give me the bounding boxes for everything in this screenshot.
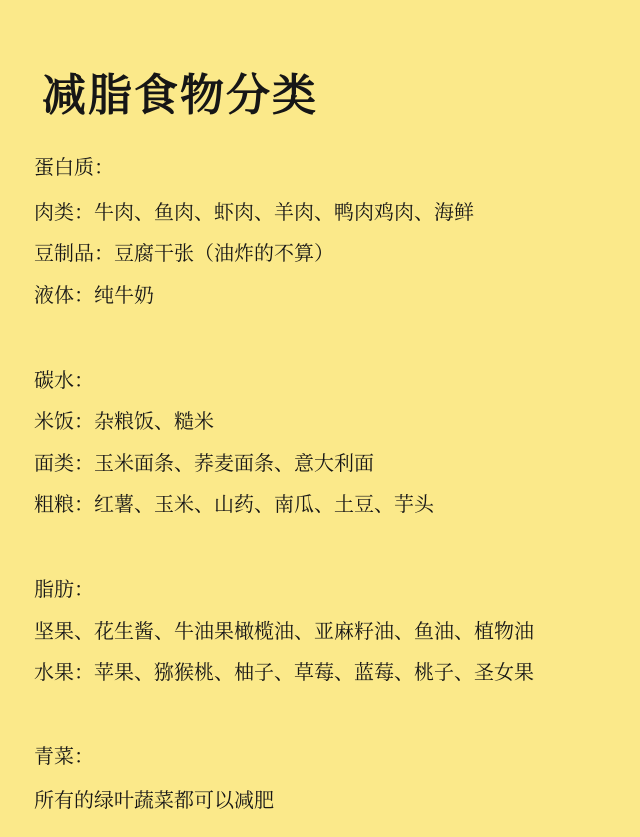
fat-heading: 脂肪： — [34, 577, 94, 601]
carbs-heading: 碳水： — [34, 368, 94, 392]
fat-nuts-line: 坚果、花生酱、牛油果橄榄油、亚麻籽油、鱼油、植物油 — [34, 619, 534, 643]
protein-meat-line: 肉类：牛肉、鱼肉、虾肉、羊肉、鸭肉鸡肉、海鲜 — [34, 200, 474, 224]
carbs-rice-line: 米饭：杂粮饭、糙米 — [34, 409, 214, 433]
carbs-coarse-line: 粗粮：红薯、玉米、山药、南瓜、土豆、芋头 — [34, 492, 434, 516]
carbs-noodles-line: 面类：玉米面条、荞麦面条、意大利面 — [34, 451, 374, 475]
greens-heading: 青菜： — [34, 744, 94, 768]
fat-fruit-line: 水果：苹果、猕猴桃、柚子、草莓、蓝莓、桃子、圣女果 — [34, 660, 534, 684]
protein-heading: 蛋白质： — [34, 155, 114, 179]
protein-soy-line: 豆制品：豆腐干张（油炸的不算） — [34, 241, 334, 265]
protein-liquid-line: 液体：纯牛奶 — [34, 283, 154, 307]
greens-text-line: 所有的绿叶蔬菜都可以减肥 — [34, 788, 274, 812]
page-title: 减脂食物分类 — [42, 70, 318, 121]
